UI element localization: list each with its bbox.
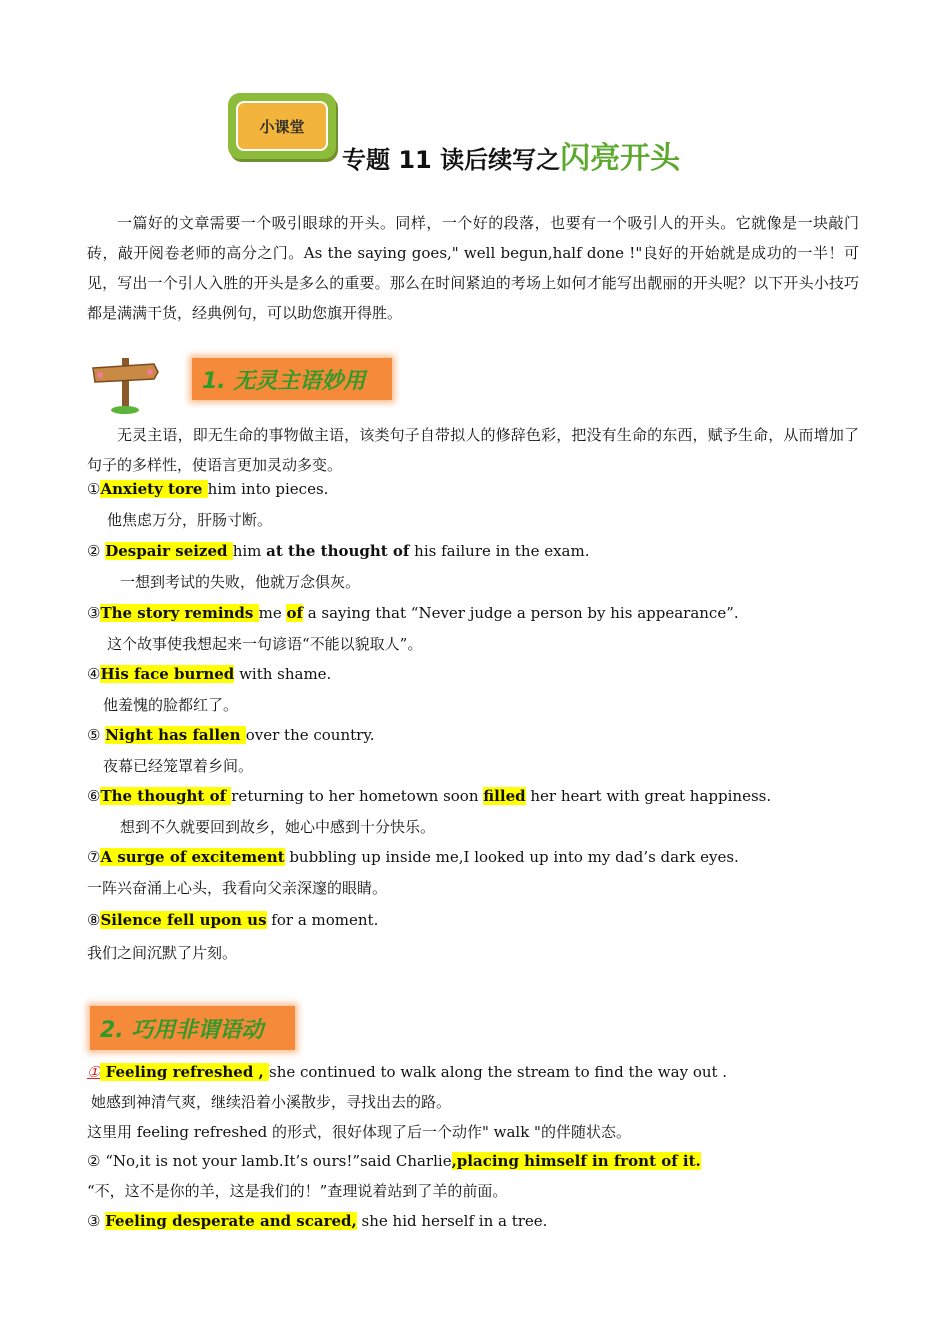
s2-example-1-note: 这里用 feeling refreshed 的形式，很好体现了后一个动作" walk "的伴随状态。 (87, 1123, 631, 1141)
example-8 (87, 909, 378, 931)
example-1 (87, 478, 328, 500)
signpost-icon (90, 352, 160, 414)
page-title (342, 133, 680, 177)
bold-phrase: at the thought of (266, 542, 410, 560)
s2-example-2-translation: “不，这不是你的羊，这是我们的！”查理说着站到了羊的前面。 (87, 1182, 508, 1200)
highlight-phrase-2: of (286, 604, 303, 622)
example-4-translation: 他羞愧的脸都红了。 (103, 696, 239, 714)
section1-description: 无灵主语，即无生命的事物做主语，该类句子自带拟人的修辞色彩，把没有生命的东西，赋予生命，从而增加了句子的多样性，使语言更加灵动多变。 (87, 426, 859, 474)
example-number: ③ (87, 604, 101, 622)
section1-heading: 1. 无灵主语妙用 (192, 358, 392, 400)
example-number: ② (87, 542, 106, 560)
example-3-translation: 这个故事使我想起来一句谚语“不能以貌取人”。 (107, 635, 423, 653)
example-rest: her heart with great happiness. (525, 787, 772, 805)
s2-example-2 (87, 1150, 701, 1172)
highlight-phrase-2: filled (483, 787, 526, 805)
example-4 (87, 663, 331, 685)
highlight-phrase: Night has fallen (105, 726, 246, 744)
title-highlight: 闪亮开头 (560, 141, 681, 176)
example-rest: for a moment. (266, 911, 379, 929)
highlight-phrase: Feeling desperate and scared, (105, 1212, 357, 1230)
example-rest: bubbling up inside me,I looked up into my dad’s dark eyes. (284, 848, 739, 866)
example-number: ① (87, 1063, 101, 1081)
highlight-phrase: A surge of excitement (100, 848, 285, 866)
highlight-phrase: Despair seized (105, 542, 233, 560)
example-7 (87, 846, 739, 868)
s2-example-1 (87, 1061, 727, 1083)
highlight-phrase: His face burned (100, 665, 235, 683)
example-number: ⑥ (87, 787, 101, 805)
example-rest: with shame. (234, 665, 332, 683)
example-number: ④ (87, 665, 101, 683)
section2-heading: 2. 巧用非谓语动 (90, 1006, 295, 1050)
intro-paragraph: 一篇好的文章需要一个吸引眼球的开头。同样，一个好的段落，也要有一个吸引人的开头。它就像是一块敲门砖，敲开阅卷老师的高分之门。As the saying goes," well begun,half done !"良好的开始就是成功的一半！可见，写出一个引人入胜的开头是多么的重要。那么在时间紧迫的考场上如何才能写出靓丽的开头呢？以下开头小技巧都是满满干货，经典例句，可以助您旗开得胜。 (87, 214, 859, 322)
example-rest: a saying that “Never judge a person by his appearance”. (302, 604, 739, 622)
example-5-translation: 夜幕已经笼罩着乡间。 (103, 757, 254, 775)
example-number: ⑦ (87, 848, 101, 866)
example-6 (87, 785, 771, 807)
example-number: ⑧ (87, 911, 101, 929)
example-3 (87, 602, 739, 624)
s2-example-1-translation: 她感到神清气爽，继续沿着小溪散步，寻找出去的路。 (91, 1093, 452, 1111)
example-6-translation: 想到不久就要回到故乡，她心中感到十分快乐。 (120, 818, 436, 836)
example-mid: returning to her hometown soon (231, 787, 484, 805)
example-mid: me (258, 604, 287, 622)
example-rest: she hid herself in a tree. (356, 1212, 548, 1230)
example-mid: him (232, 542, 267, 560)
example-rest: his failure in the exam. (409, 542, 590, 560)
xiaoketang-logo (228, 93, 336, 159)
example-8-translation: 我们之间沉默了片刻。 (87, 944, 238, 962)
example-1-translation: 他焦虑万分，肝肠寸断。 (107, 511, 273, 529)
example-rest: she continued to walk along the stream to find the way out . (269, 1063, 728, 1081)
s2-example-3 (87, 1210, 547, 1232)
highlight-phrase: Silence fell upon us (100, 911, 267, 929)
example-number: ③ (87, 1212, 106, 1230)
title-prefix: 专题 11 读后续写之 (342, 146, 561, 174)
highlight-phrase: ,placing himself in front of it. (451, 1152, 701, 1170)
section2-header (90, 1006, 300, 1054)
example-rest: over the country. (245, 726, 375, 744)
highlight-phrase: Feeling refreshed , (100, 1063, 269, 1081)
example-text: “No,it is not your lamb.It’s ours!”said Charlie (105, 1152, 452, 1170)
example-number: ① (87, 480, 101, 498)
example-2 (87, 540, 589, 562)
highlight-phrase: The story reminds (100, 604, 259, 622)
logo-label: 小课堂 (236, 101, 328, 151)
example-number: ⑤ (87, 726, 106, 744)
section1-header (90, 352, 400, 414)
example-7-translation: 一阵兴奋涌上心头，我看向父亲深邃的眼睛。 (87, 879, 388, 897)
example-5 (87, 724, 375, 746)
example-number: ② (87, 1152, 106, 1170)
example-rest: him into pieces. (207, 480, 329, 498)
example-2-translation: 一想到考试的失败，他就万念俱灰。 (120, 573, 361, 591)
highlight-phrase: Anxiety tore (100, 480, 208, 498)
highlight-phrase: The thought of (100, 787, 232, 805)
